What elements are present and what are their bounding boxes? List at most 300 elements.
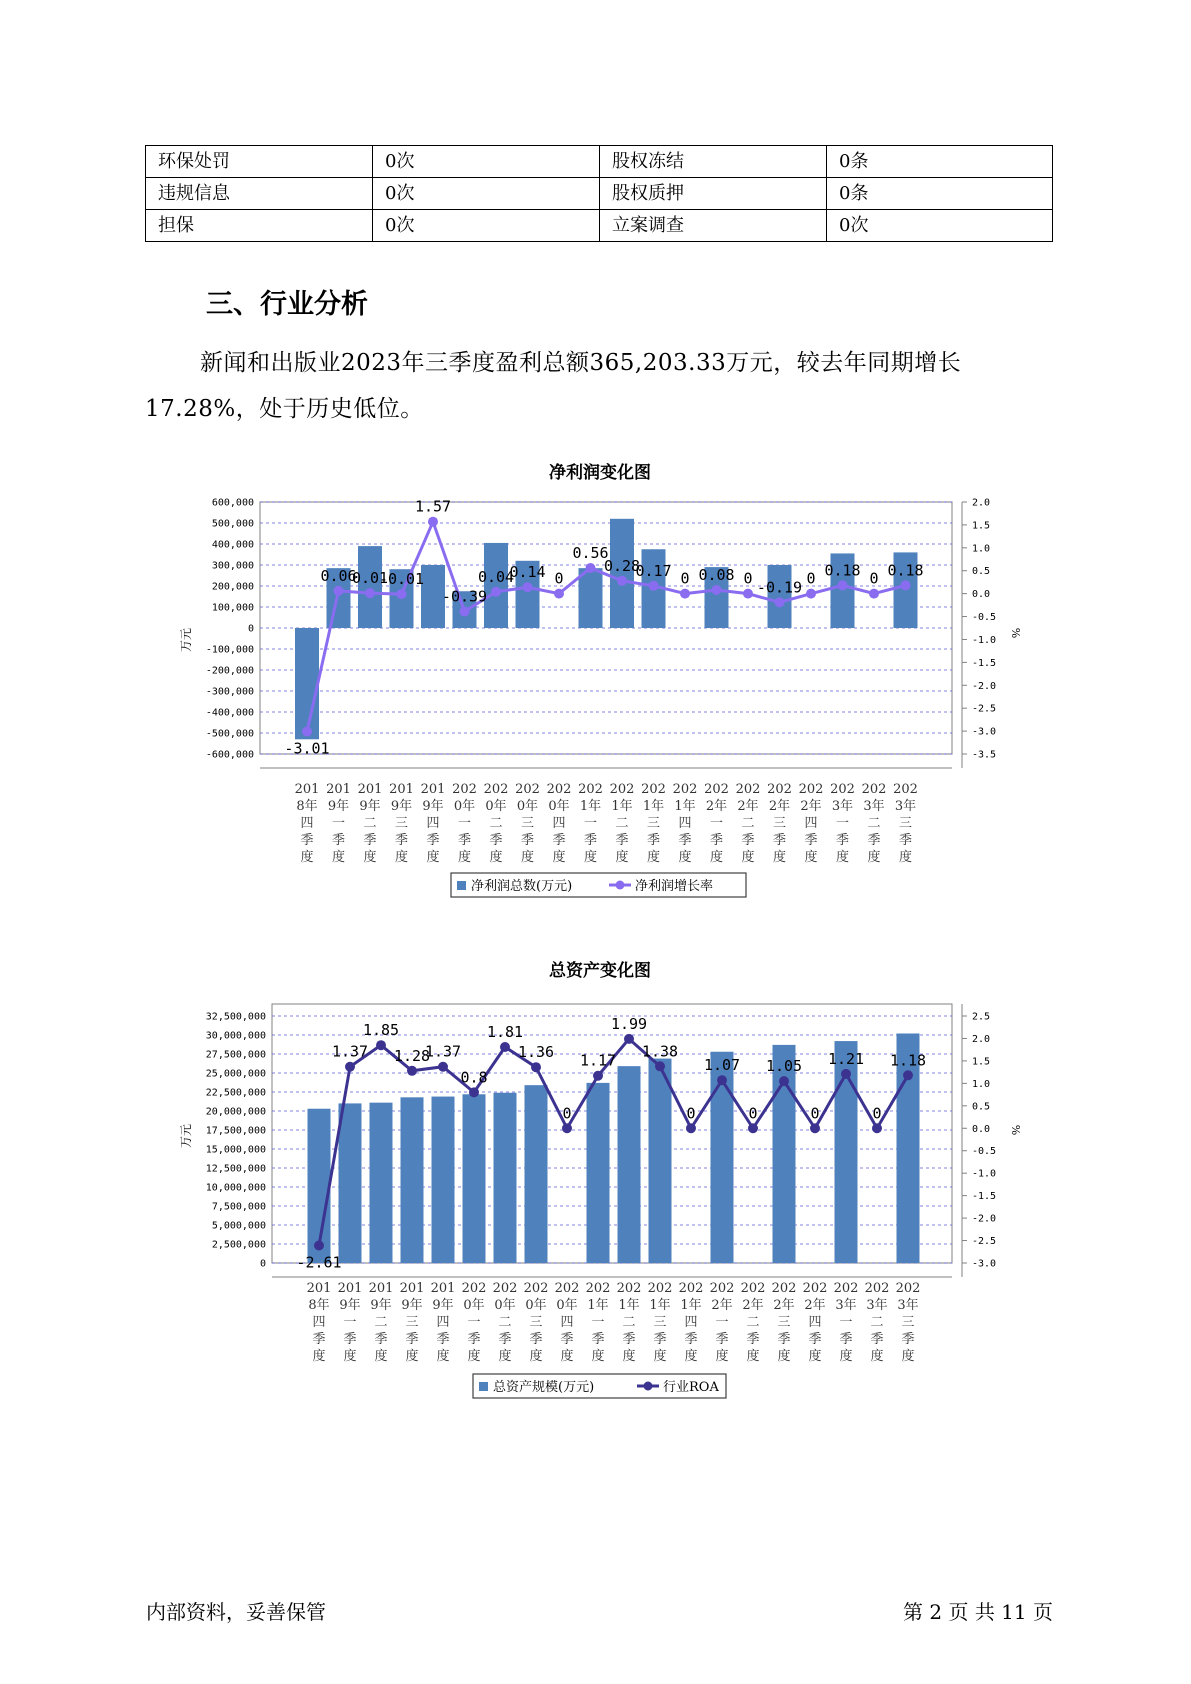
data-label: 0 — [743, 569, 753, 588]
x-tick-label: 季 — [715, 1332, 729, 1347]
table-cell: 0次 — [373, 178, 600, 210]
x-tick-label: 2年 — [742, 1298, 764, 1313]
legend-bar-swatch — [457, 881, 466, 890]
bar — [579, 568, 603, 628]
x-tick-label: 度 — [343, 1349, 357, 1364]
x-tick-label: 度 — [867, 850, 881, 865]
x-tick-label: 度 — [709, 850, 724, 865]
line-point — [806, 589, 816, 599]
x-tick-label: 季 — [898, 833, 913, 848]
table-cell: 股权质押 — [600, 178, 827, 210]
x-tick-label: 0年 — [485, 799, 507, 814]
x-tick-label: 季 — [312, 1332, 326, 1347]
x-tick-label: 9年 — [401, 1298, 423, 1313]
x-tick-label: 202 — [492, 1281, 518, 1296]
x-tick-label: 四 — [804, 816, 818, 831]
legend-line-marker — [616, 881, 625, 890]
x-tick-label: 四 — [560, 1315, 574, 1330]
legend-bar-label: 总资产规模(万元) — [493, 1380, 595, 1395]
x-tick-label: 度 — [583, 850, 598, 865]
x-tick-label: 三 — [772, 816, 787, 831]
x-tick-label: 一 — [715, 1315, 729, 1330]
y-axis-title: 万元 — [179, 627, 193, 653]
line-point — [649, 581, 659, 591]
line-point — [376, 1040, 386, 1050]
x-tick-label: 201 — [357, 782, 383, 797]
x-tick-label: 三 — [777, 1315, 791, 1330]
x-tick-label: 季 — [741, 833, 755, 848]
bar — [768, 565, 792, 628]
y2-axis-title: % — [1009, 1124, 1022, 1136]
x-tick-label: 季 — [591, 1332, 605, 1347]
x-tick-label: 202 — [861, 782, 887, 797]
y-tick-label: 100,000 — [211, 602, 254, 614]
industry-summary-paragraph: 新闻和出版业2023年三季度盈利总额365,203.33万元，较去年同期增长17.28%，处于历史低位。 — [145, 350, 962, 422]
legend-line-marker — [644, 1382, 653, 1391]
y-tick-label: 7,500,000 — [211, 1201, 266, 1213]
x-tick-label: 度 — [467, 1349, 481, 1364]
bar — [618, 1066, 641, 1263]
x-tick-label: 度 — [498, 1349, 512, 1364]
x-tick-label: 202 — [672, 782, 698, 797]
y-tick-label: 12,500,000 — [205, 1163, 266, 1175]
x-tick-label: 2年 — [737, 799, 759, 814]
line-point — [334, 586, 344, 596]
table-cell: 0条 — [827, 146, 1053, 178]
legend-line-label: 净利润增长率 — [635, 879, 714, 894]
table-row — [146, 210, 1053, 242]
table-cell: 股权冻结 — [600, 146, 827, 178]
line-point — [500, 1042, 510, 1052]
data-label: 0.18 — [824, 561, 861, 580]
y2-tick-label: 0.0 — [972, 1123, 991, 1135]
x-tick-label: 202 — [585, 1281, 611, 1296]
table-cell: 立案调查 — [600, 210, 827, 242]
x-tick-label: 0年 — [453, 799, 476, 814]
x-tick-label: 季 — [622, 1332, 636, 1347]
x-tick-label: 一 — [331, 816, 346, 831]
line-point — [438, 1062, 448, 1072]
x-tick-label: 202 — [895, 1281, 921, 1296]
x-tick-label: 0年 — [516, 799, 539, 814]
data-label: 1.38 — [641, 1042, 679, 1061]
x-tick-label: 201 — [420, 782, 446, 797]
x-tick-label: 202 — [578, 782, 603, 797]
x-tick-label: 201 — [399, 1281, 425, 1296]
x-tick-label: 202 — [830, 782, 855, 797]
x-tick-label: 季 — [867, 833, 881, 848]
table-cell: 0次 — [827, 210, 1053, 242]
legend-bar-label: 净利润总数(万元) — [471, 879, 573, 894]
x-tick-label: 四 — [300, 816, 314, 831]
x-tick-label: 度 — [552, 850, 566, 865]
y2-tick-label: 1.5 — [972, 520, 991, 532]
data-label: 1.99 — [610, 1014, 648, 1033]
y2-tick-label: 2.0 — [972, 1033, 991, 1045]
data-label: 0.01 — [351, 569, 389, 588]
x-tick-label: 二 — [870, 1315, 884, 1330]
x-tick-label: 季 — [394, 833, 409, 848]
data-label: 0.8 — [460, 1068, 488, 1087]
x-tick-label: 度 — [835, 850, 850, 865]
section-heading: 三、行业分析 — [206, 289, 368, 320]
x-tick-label: 三 — [520, 816, 535, 831]
table-cell: 0条 — [827, 178, 1053, 210]
x-tick-label: 0年 — [525, 1298, 547, 1313]
x-tick-label: 2年 — [804, 1298, 826, 1313]
x-tick-label: 8年 — [296, 799, 318, 814]
x-tick-label: 202 — [609, 782, 635, 797]
bar — [339, 1103, 362, 1263]
table-cell: 环保处罚 — [146, 146, 373, 178]
y-tick-label: 17,500,000 — [205, 1125, 266, 1137]
x-tick-label: 季 — [560, 1332, 574, 1347]
x-tick-label: 二 — [622, 1315, 636, 1330]
y2-tick-label: 0.5 — [972, 566, 991, 578]
data-label: 1.05 — [765, 1057, 803, 1076]
x-tick-label: 度 — [457, 850, 472, 865]
x-tick-label: 三 — [394, 816, 409, 831]
x-tick-label: 二 — [363, 816, 377, 831]
x-tick-label: 四 — [552, 816, 566, 831]
line-point — [903, 1070, 913, 1080]
x-tick-label: 202 — [554, 1281, 580, 1296]
x-tick-label: 一 — [839, 1315, 853, 1330]
table-cell: 担保 — [146, 210, 373, 242]
data-label: 0 — [562, 1104, 572, 1123]
x-tick-label: 2年 — [711, 1298, 733, 1313]
x-tick-label: 3年 — [866, 1298, 888, 1313]
y-tick-label: 2,500,000 — [211, 1239, 266, 1251]
data-label: -0.01 — [378, 570, 425, 589]
line-point — [712, 585, 722, 595]
data-label: -0.19 — [756, 578, 803, 597]
x-tick-label: 度 — [646, 850, 661, 865]
line-point — [554, 589, 564, 599]
x-tick-label: 三 — [901, 1315, 915, 1330]
line-point — [748, 1123, 758, 1133]
data-label: 0 — [869, 569, 879, 588]
x-tick-label: 3年 — [835, 1298, 857, 1313]
y2-tick-label: -1.0 — [972, 634, 997, 646]
y-tick-label: 32,500,000 — [205, 1011, 266, 1023]
x-tick-label: 202 — [798, 782, 824, 797]
x-tick-label: 202 — [515, 782, 540, 797]
y2-tick-label: 0.0 — [972, 589, 991, 601]
x-tick-label: 2年 — [800, 799, 822, 814]
x-tick-label: 一 — [591, 1315, 605, 1330]
data-label: 1.21 — [827, 1049, 865, 1068]
data-label: 0 — [686, 1104, 696, 1123]
x-tick-label: 季 — [426, 833, 440, 848]
y2-tick-label: -3.0 — [972, 1258, 997, 1270]
x-tick-label: 度 — [715, 1349, 729, 1364]
x-tick-label: 9年 — [422, 799, 444, 814]
x-tick-label: 季 — [552, 833, 566, 848]
data-label: 0 — [554, 569, 564, 588]
y-tick-label: 20,000,000 — [205, 1106, 266, 1118]
bar — [295, 628, 319, 739]
data-label: 0 — [810, 1104, 820, 1123]
net-profit-chart — [0, 450, 1191, 920]
bar — [432, 1097, 455, 1263]
y2-tick-label: -1.5 — [972, 1191, 997, 1203]
data-label: 0.14 — [509, 563, 546, 582]
data-label: 1.17 — [579, 1051, 617, 1070]
x-tick-label: 2年 — [773, 1298, 795, 1313]
x-tick-label: 季 — [684, 1332, 698, 1347]
x-tick-label: 202 — [735, 782, 761, 797]
line-point — [779, 1076, 789, 1086]
x-tick-label: 度 — [741, 850, 755, 865]
x-tick-label: 季 — [300, 833, 314, 848]
table-cell: 违规信息 — [146, 178, 373, 210]
line-point — [680, 589, 690, 599]
y-tick-label: -200,000 — [205, 665, 254, 677]
y-tick-label: 5,000,000 — [211, 1220, 266, 1232]
x-tick-label: 度 — [772, 850, 787, 865]
x-tick-label: 度 — [804, 850, 818, 865]
x-tick-label: 季 — [467, 1332, 481, 1347]
x-tick-label: 度 — [426, 850, 440, 865]
x-tick-label: 1年 — [587, 1298, 609, 1313]
bar — [401, 1097, 424, 1263]
line-point — [743, 589, 753, 599]
x-tick-label: 四 — [808, 1315, 822, 1330]
x-tick-label: 二 — [746, 1315, 760, 1330]
risk-info-table — [145, 145, 1053, 242]
line-point — [428, 517, 438, 527]
y2-tick-label: 2.5 — [972, 1011, 991, 1023]
x-tick-label: 1年 — [642, 799, 665, 814]
bar — [370, 1103, 393, 1263]
data-label: 1.57 — [414, 497, 452, 516]
x-tick-label: 度 — [489, 850, 503, 865]
chart-title: 净利润变化图 — [549, 463, 651, 483]
data-label: 0 — [872, 1104, 882, 1123]
x-tick-label: 202 — [771, 1281, 797, 1296]
x-tick-label: 202 — [893, 782, 918, 797]
line-point — [872, 1123, 882, 1133]
x-tick-label: 二 — [489, 816, 503, 831]
x-tick-label: 三 — [653, 1315, 667, 1330]
x-tick-label: 二 — [867, 816, 881, 831]
line-point — [460, 607, 470, 617]
y-tick-label: 25,000,000 — [205, 1068, 266, 1080]
line-point — [775, 597, 785, 607]
x-tick-label: 季 — [746, 1332, 760, 1347]
x-tick-label: 度 — [331, 850, 346, 865]
line-point — [869, 589, 879, 599]
x-tick-label: 201 — [389, 782, 414, 797]
x-tick-label: 一 — [709, 816, 724, 831]
data-label: -2.61 — [296, 1253, 342, 1272]
x-tick-label: 三 — [646, 816, 661, 831]
x-tick-label: 季 — [457, 833, 472, 848]
x-tick-label: 202 — [704, 782, 729, 797]
line-point — [469, 1087, 479, 1097]
x-tick-label: 201 — [326, 782, 351, 797]
data-label: 0.06 — [320, 566, 357, 585]
line-point — [838, 580, 848, 590]
x-tick-label: 201 — [294, 782, 320, 797]
x-tick-label: 一 — [583, 816, 598, 831]
x-tick-label: 1年 — [674, 799, 696, 814]
line-point — [617, 576, 627, 586]
x-tick-label: 度 — [808, 1349, 822, 1364]
x-tick-label: 季 — [870, 1332, 884, 1347]
x-tick-label: 二 — [741, 816, 755, 831]
x-tick-label: 一 — [457, 816, 472, 831]
y2-tick-label: 1.0 — [972, 1078, 991, 1090]
x-tick-label: 季 — [520, 833, 535, 848]
legend-line-label: 行业ROA — [663, 1380, 719, 1395]
y-tick-label: 22,500,000 — [205, 1087, 266, 1099]
x-tick-label: 四 — [426, 816, 440, 831]
x-tick-label: 202 — [802, 1281, 828, 1296]
x-tick-label: 季 — [405, 1332, 419, 1347]
y2-tick-label: -2.0 — [972, 1213, 997, 1225]
x-tick-label: 202 — [678, 1281, 704, 1296]
line-point — [624, 1034, 634, 1044]
y2-tick-label: -1.0 — [972, 1168, 997, 1180]
table-row — [146, 146, 1053, 178]
x-tick-label: 度 — [591, 1349, 605, 1364]
x-tick-label: 度 — [560, 1349, 574, 1364]
x-tick-label: 202 — [616, 1281, 642, 1296]
y-tick-label: -100,000 — [205, 644, 254, 656]
x-tick-label: 季 — [374, 1332, 388, 1347]
bar — [463, 1094, 486, 1263]
x-tick-label: 季 — [678, 833, 692, 848]
x-tick-label: 季 — [772, 833, 787, 848]
line-point — [655, 1061, 665, 1071]
data-label: 1.28 — [393, 1046, 431, 1065]
data-label: 1.81 — [486, 1022, 524, 1041]
line-point — [841, 1069, 851, 1079]
x-tick-label: 1年 — [649, 1298, 671, 1313]
x-tick-label: 202 — [864, 1281, 890, 1296]
x-tick-label: 季 — [331, 833, 346, 848]
x-tick-label: 9年 — [339, 1298, 361, 1313]
x-tick-label: 1年 — [611, 799, 633, 814]
y-tick-label: 300,000 — [211, 560, 254, 572]
x-tick-label: 3年 — [897, 1298, 919, 1313]
x-tick-label: 季 — [529, 1332, 543, 1347]
x-tick-label: 三 — [529, 1315, 543, 1330]
x-tick-label: 度 — [520, 850, 535, 865]
x-tick-label: 一 — [343, 1315, 357, 1330]
x-tick-label: 1年 — [618, 1298, 640, 1313]
line-point — [810, 1123, 820, 1133]
y2-tick-label: -0.5 — [972, 612, 997, 624]
y-tick-label: 30,000,000 — [205, 1030, 266, 1042]
data-label: 1.37 — [424, 1042, 462, 1061]
data-label: 0.17 — [635, 561, 672, 580]
bar — [649, 1059, 672, 1263]
y2-tick-label: 1.0 — [972, 543, 991, 555]
x-tick-label: 202 — [740, 1281, 766, 1296]
x-tick-label: 季 — [615, 833, 629, 848]
x-tick-label: 二 — [615, 816, 629, 831]
x-tick-label: 201 — [430, 1281, 456, 1296]
y2-tick-label: -2.0 — [972, 680, 997, 692]
x-tick-label: 202 — [767, 782, 792, 797]
y-tick-label: 27,500,000 — [205, 1049, 266, 1061]
x-tick-label: 度 — [312, 1349, 326, 1364]
data-label: 1.18 — [889, 1051, 927, 1070]
x-tick-label: 201 — [337, 1281, 363, 1296]
x-tick-label: 9年 — [359, 799, 381, 814]
data-label: 0 — [680, 569, 690, 588]
x-tick-label: 9年 — [390, 799, 413, 814]
data-label: 0.18 — [887, 561, 924, 580]
x-tick-label: 度 — [615, 850, 629, 865]
bar — [525, 1085, 548, 1263]
x-tick-label: 201 — [306, 1281, 332, 1296]
x-tick-label: 202 — [452, 782, 477, 797]
x-tick-label: 0年 — [556, 1298, 578, 1313]
x-tick-label: 季 — [498, 1332, 512, 1347]
line-point — [491, 587, 501, 597]
x-tick-label: 3年 — [831, 799, 854, 814]
y2-tick-label: -3.5 — [972, 749, 997, 761]
x-tick-label: 季 — [839, 1332, 853, 1347]
y2-tick-label: -0.5 — [972, 1146, 997, 1158]
page-number: 第 2 页 共 11 页 — [903, 1600, 1053, 1624]
x-tick-label: 季 — [436, 1332, 450, 1347]
y-tick-label: -600,000 — [205, 749, 254, 761]
x-tick-label: 9年 — [370, 1298, 392, 1313]
line-point — [397, 589, 407, 599]
legend-bar-swatch — [479, 1382, 488, 1391]
x-tick-label: 四 — [678, 816, 692, 831]
x-tick-label: 度 — [746, 1349, 760, 1364]
x-tick-label: 一 — [467, 1315, 481, 1330]
x-tick-label: 202 — [647, 1281, 673, 1296]
y-tick-label: 500,000 — [211, 518, 254, 530]
x-tick-label: 2年 — [768, 799, 791, 814]
data-label: -0.39 — [441, 587, 488, 606]
x-tick-label: 0年 — [463, 1298, 485, 1313]
x-tick-label: 9年 — [327, 799, 350, 814]
x-tick-label: 二 — [374, 1315, 388, 1330]
x-tick-label: 度 — [901, 1349, 915, 1364]
x-tick-label: 度 — [622, 1349, 636, 1364]
x-tick-label: 季 — [363, 833, 377, 848]
x-tick-label: 度 — [300, 850, 314, 865]
x-tick-label: 202 — [523, 1281, 549, 1296]
y-tick-label: 10,000,000 — [205, 1182, 266, 1194]
x-tick-label: 季 — [804, 833, 818, 848]
x-tick-label: 度 — [374, 1349, 388, 1364]
x-tick-label: 度 — [529, 1349, 543, 1364]
x-tick-label: 度 — [653, 1349, 667, 1364]
line-point — [593, 1071, 603, 1081]
y-tick-label: 600,000 — [211, 497, 254, 509]
x-tick-label: 0年 — [494, 1298, 516, 1313]
chart-title: 总资产变化图 — [549, 961, 651, 981]
data-label: 1.85 — [362, 1021, 400, 1040]
x-tick-label: 季 — [489, 833, 503, 848]
y-tick-label: 0 — [247, 623, 254, 635]
y2-tick-label: 1.5 — [972, 1056, 991, 1068]
x-tick-label: 季 — [835, 833, 850, 848]
footer-note: 内部资料，妥善保管 — [146, 1600, 326, 1624]
total-assets-chart — [0, 950, 1191, 1420]
y-axis-title: 万元 — [179, 1123, 193, 1149]
x-tick-label: 202 — [546, 782, 572, 797]
